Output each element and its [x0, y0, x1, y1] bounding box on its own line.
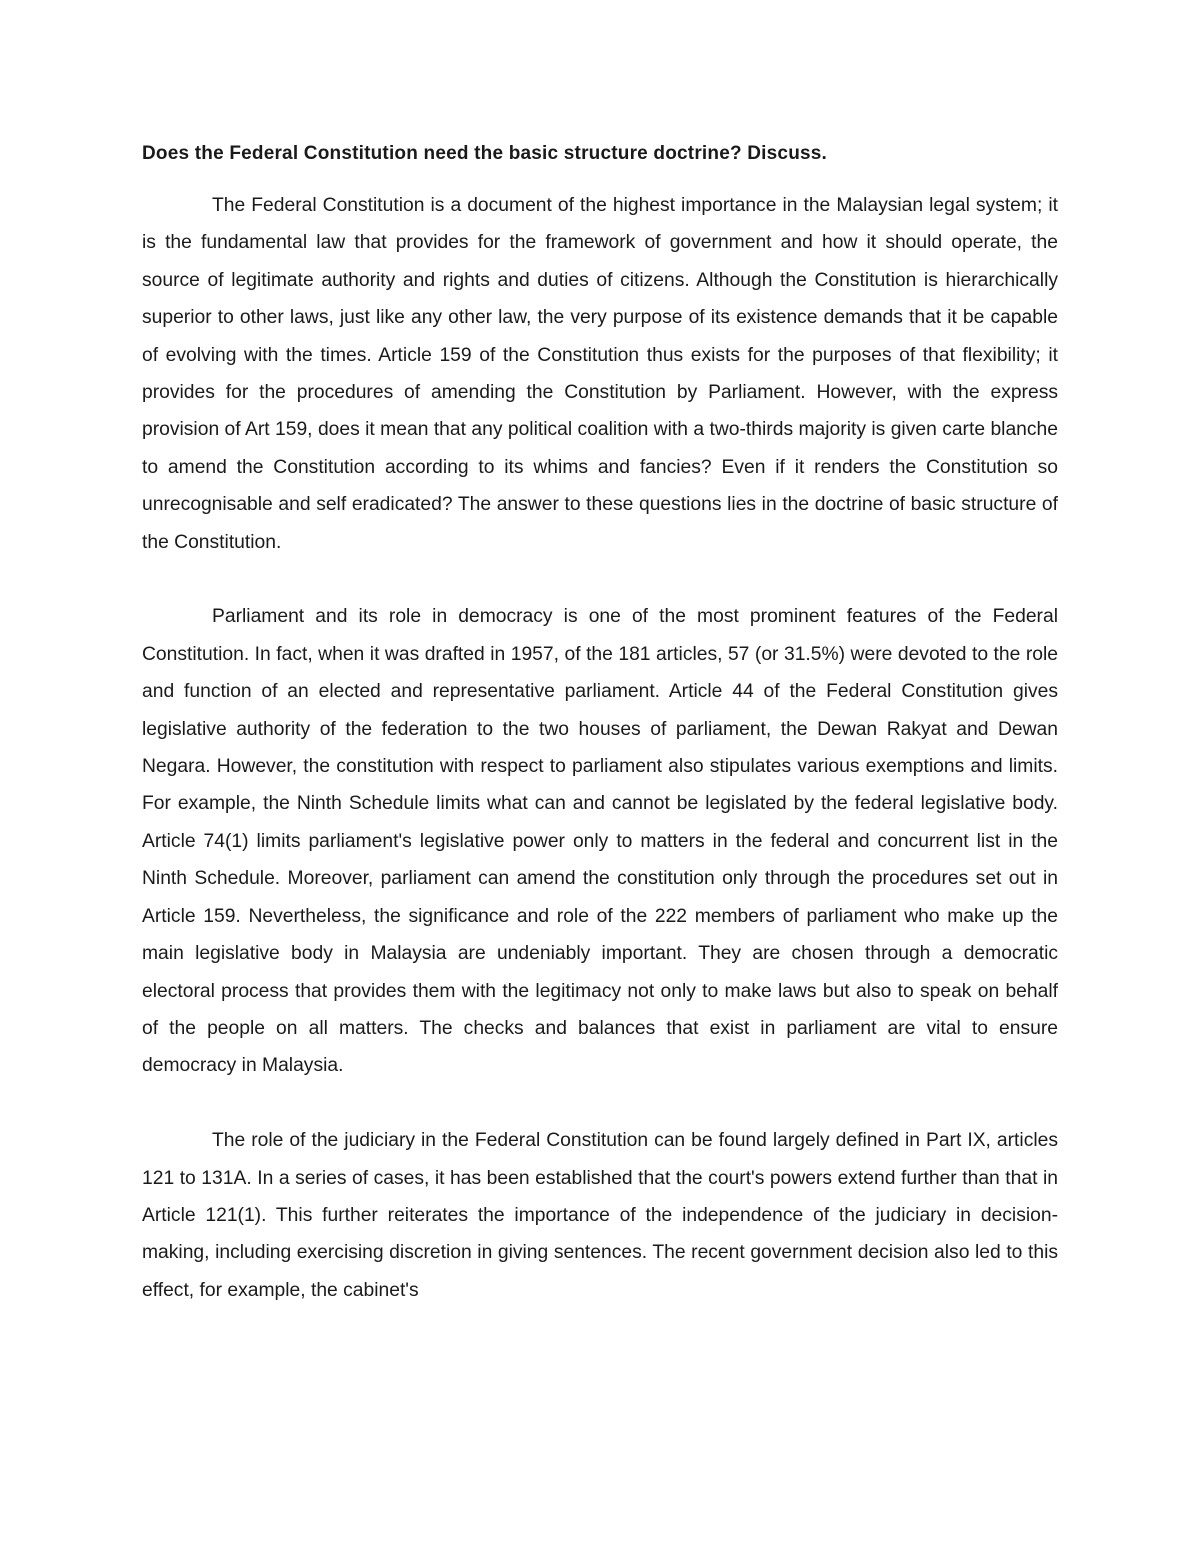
paragraph-constitution: The Federal Constitution is a document of the highest importance in the Malaysian legal system; it is the fundamental law that provides for the framework of government and how it should operate, the source of legitimate authority and rights and duties of citizens. Although the Constitution is hierarchically superior to other laws, just like any other law, the very purpose of its existence demands that it be capable of evolving with the times. Article 159 of the Constitution thus exists for the purposes of that flexibility; it provides for the procedures of amending the Constitution by Parliament. However, with the express provision of Art 159, does it mean that any political coalition with a two-thirds majority is given carte blanche to amend the Constitution according to its whims and fancies? Even if it renders the Constitution so unrecognisable and self eradicated? The answer to these questions lies in the doctrine of basic structure of the Constitution. — [142, 195, 1058, 553]
paragraph-parliament: Parliament and its role in democracy is one of the most prominent features of the Federal Constitution. In fact, when it was drafted in 1957, of the 181 articles, 57 (or 31.5%) were devoted to the role and function of an elected and representative parliament. Article 44 of the Federal Constitution gives legislative authority of the federation to the two houses of parliament, the Dewan Rakyat and Dewan Negara. However, the constitution with respect to parliament also stipulates various exemptions and limits. For example, the Ninth Schedule limits what can and cannot be legislated by the federal legislative body. Article 74(1) limits parliament's legislative power only to matters in the federal and concurrent list in the Ninth Schedule. Moreover, parliament can amend the constitution only through the procedures set out in Article 159. Nevertheless, the significance and role of the 222 members of parliament who make up the main legislative body in Malaysia are undeniably important. They are chosen through a democratic electoral process that provides them with the legitimacy not only to make laws but also to speak on behalf of the people on all matters. The checks and balances that exist in parliament are vital to ensure democracy in Malaysia. — [142, 606, 1058, 1077]
document-body — [142, 140, 1058, 1309]
page-title: Does the Federal Constitution need the basic structure doctrine? Discuss. — [142, 143, 828, 164]
paragraph-judiciary: The role of the judiciary in the Federal Constitution can be found largely defined in Part IX, articles 121 to 131A. In a series of cases, it has been established that the court's powers extend further than that in Article 121(1). This further reiterates the importance of the independence of the judiciary in decision-making, including exercising discretion in giving sentences. The recent government decision also led to this effect, for example, the cabinet's — [142, 1130, 1058, 1301]
